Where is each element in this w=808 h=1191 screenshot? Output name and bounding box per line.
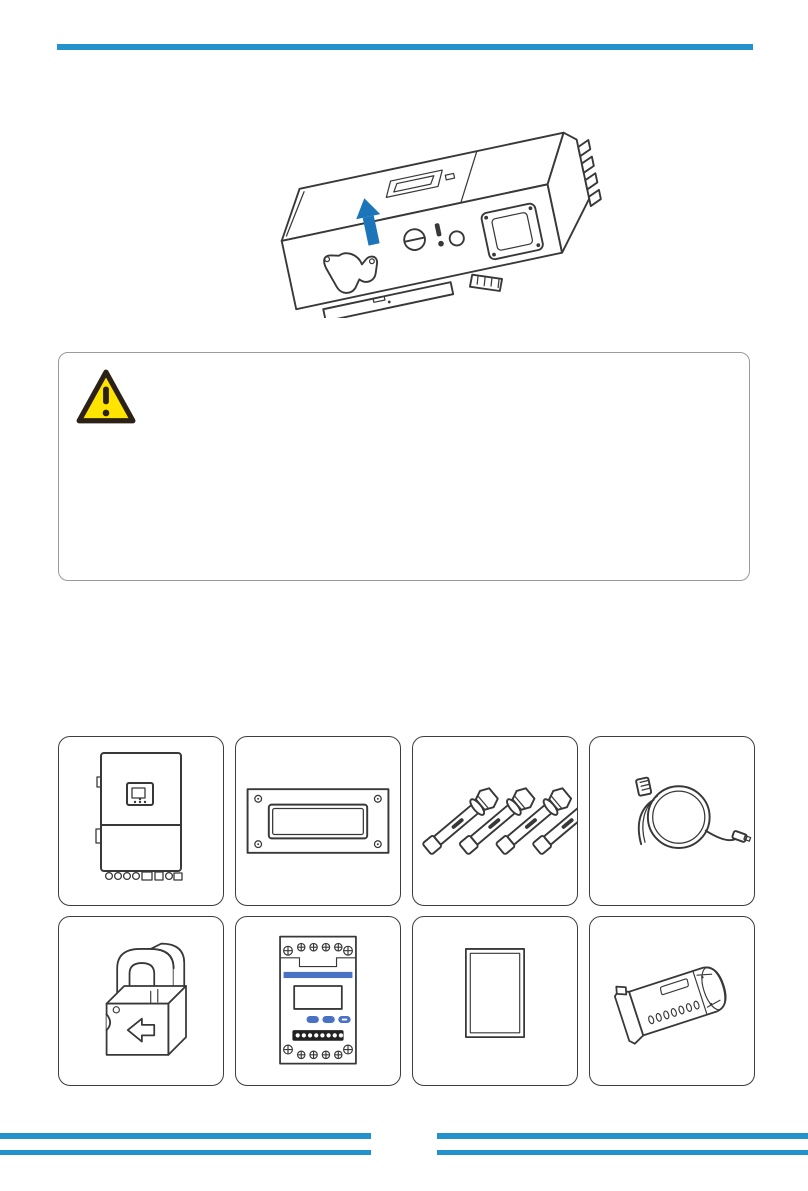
warning-panel xyxy=(58,352,750,581)
communication-cable-icon xyxy=(590,761,754,881)
wifi-dongle-icon xyxy=(597,923,747,1079)
ct-clamp-icon xyxy=(66,923,216,1079)
footer-rule-right-bottom xyxy=(437,1150,808,1155)
footer-rule-left-top xyxy=(0,1133,371,1139)
inverter-isometric-drawing xyxy=(266,128,602,318)
wall-mount-bracket-icon xyxy=(236,766,400,876)
energy-meter-icon xyxy=(243,923,393,1079)
header-rule xyxy=(57,44,753,50)
user-manual-icon xyxy=(420,923,570,1079)
footer-rule-right-top xyxy=(437,1133,808,1139)
package-cell-inverter xyxy=(58,736,224,906)
inverter-isometric-illustration xyxy=(266,128,602,318)
warning-triangle-icon xyxy=(75,367,137,429)
package-cell-cable xyxy=(589,736,755,906)
package-cell-bracket xyxy=(235,736,401,906)
inverter-front-icon xyxy=(71,745,211,897)
package-cell-manual xyxy=(412,916,578,1086)
footer-rule-left-bottom xyxy=(0,1150,371,1155)
package-cell-ct xyxy=(58,916,224,1086)
package-cell-bolts xyxy=(412,736,578,906)
expansion-bolts-icon xyxy=(413,761,577,881)
package-grid xyxy=(58,736,755,1086)
package-cell-meter xyxy=(235,916,401,1086)
package-cell-dongle xyxy=(589,916,755,1086)
